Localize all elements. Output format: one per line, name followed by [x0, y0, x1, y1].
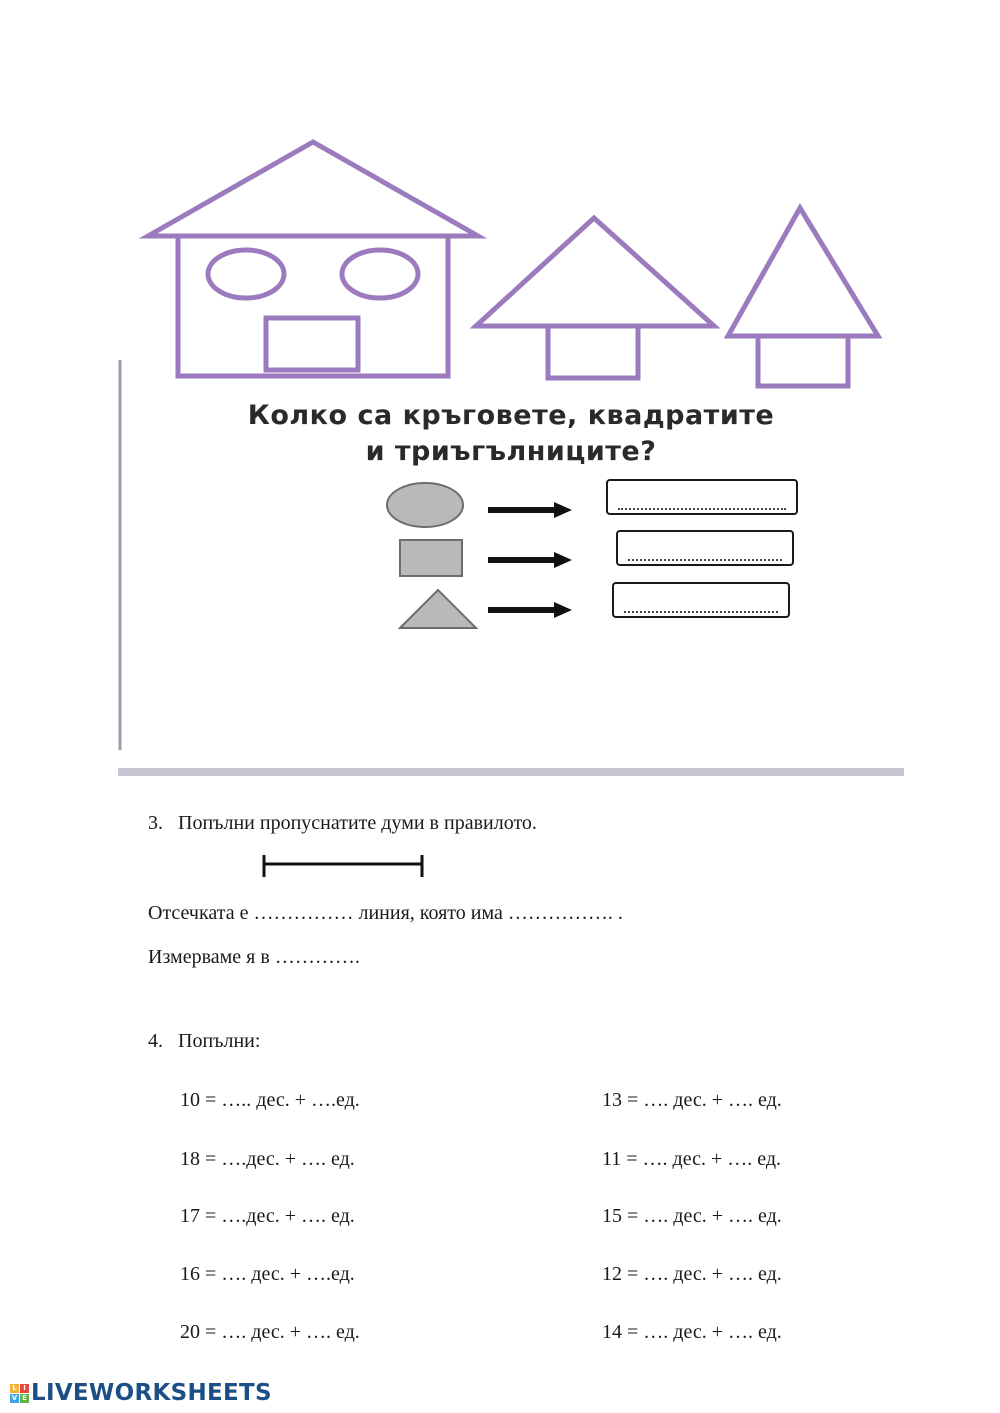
calc-right-2: 11 = …. дес. + …. ед.	[602, 1148, 782, 1170]
task3-sentence2: Измерваме я в ………….	[148, 946, 360, 968]
calc-left-2: 18 = ….дес. + …. ед.	[180, 1148, 355, 1170]
arrow-icon	[488, 552, 572, 568]
big-house-window-right	[342, 250, 418, 298]
arrow-icon	[488, 502, 572, 518]
logo-mark-icon: L I V E	[10, 1384, 29, 1403]
calc-left-5: 20 = …. дес. + …. ед.	[180, 1321, 360, 1343]
right-house-base	[758, 336, 848, 386]
task4-instruction: Попълни:	[178, 1030, 261, 1052]
task3-number: 3.	[148, 812, 163, 834]
big-house-roof	[148, 142, 478, 236]
figure-question-line1: Колко са кръговете, квадратите	[247, 400, 775, 431]
logo-text: LIVEWORKSHEETS	[31, 1380, 272, 1406]
answer-box-circles[interactable]	[606, 479, 798, 515]
middle-house-base	[548, 326, 638, 378]
task4-heading	[148, 1029, 260, 1053]
calc-right-5: 14 = …. дес. + …. ед.	[602, 1321, 782, 1343]
calc-right-4: 12 = …. дес. + …. ед.	[602, 1263, 782, 1285]
figure-question-line2: и триъгълниците?	[365, 436, 657, 467]
calc-right-1: 13 = …. дес. + …. ед.	[602, 1089, 782, 1111]
task4-number: 4.	[148, 1030, 163, 1052]
houses-figure	[118, 110, 904, 776]
answer-box-squares[interactable]	[616, 530, 794, 566]
arrow-icon	[488, 602, 572, 618]
answer-box-triangles[interactable]	[612, 582, 790, 618]
task3-sentence1: Отсечката е …………… линия, която има ……………. .	[148, 902, 623, 924]
segment-figure	[262, 853, 426, 879]
middle-house-roof	[476, 218, 714, 326]
liveworksheets-logo[interactable]	[10, 1380, 272, 1406]
circle-icon	[387, 483, 463, 527]
task3-instruction: Попълни пропуснатите думи в правилото.	[178, 812, 537, 834]
right-house-roof	[728, 208, 878, 336]
calc-left-4: 16 = …. дес. + ….ед.	[180, 1263, 355, 1285]
calc-left-3: 17 = ….дес. + …. ед.	[180, 1205, 355, 1227]
big-house-door	[266, 318, 358, 370]
square-icon	[400, 540, 462, 576]
calc-right-3: 15 = …. дес. + …. ед.	[602, 1205, 782, 1227]
big-house-window-left	[208, 250, 284, 298]
task3-heading	[148, 811, 537, 835]
figure-bottom-border	[118, 768, 904, 776]
triangle-icon	[400, 590, 476, 628]
calc-left-1: 10 = ….. дес. + ….ед.	[180, 1089, 360, 1111]
